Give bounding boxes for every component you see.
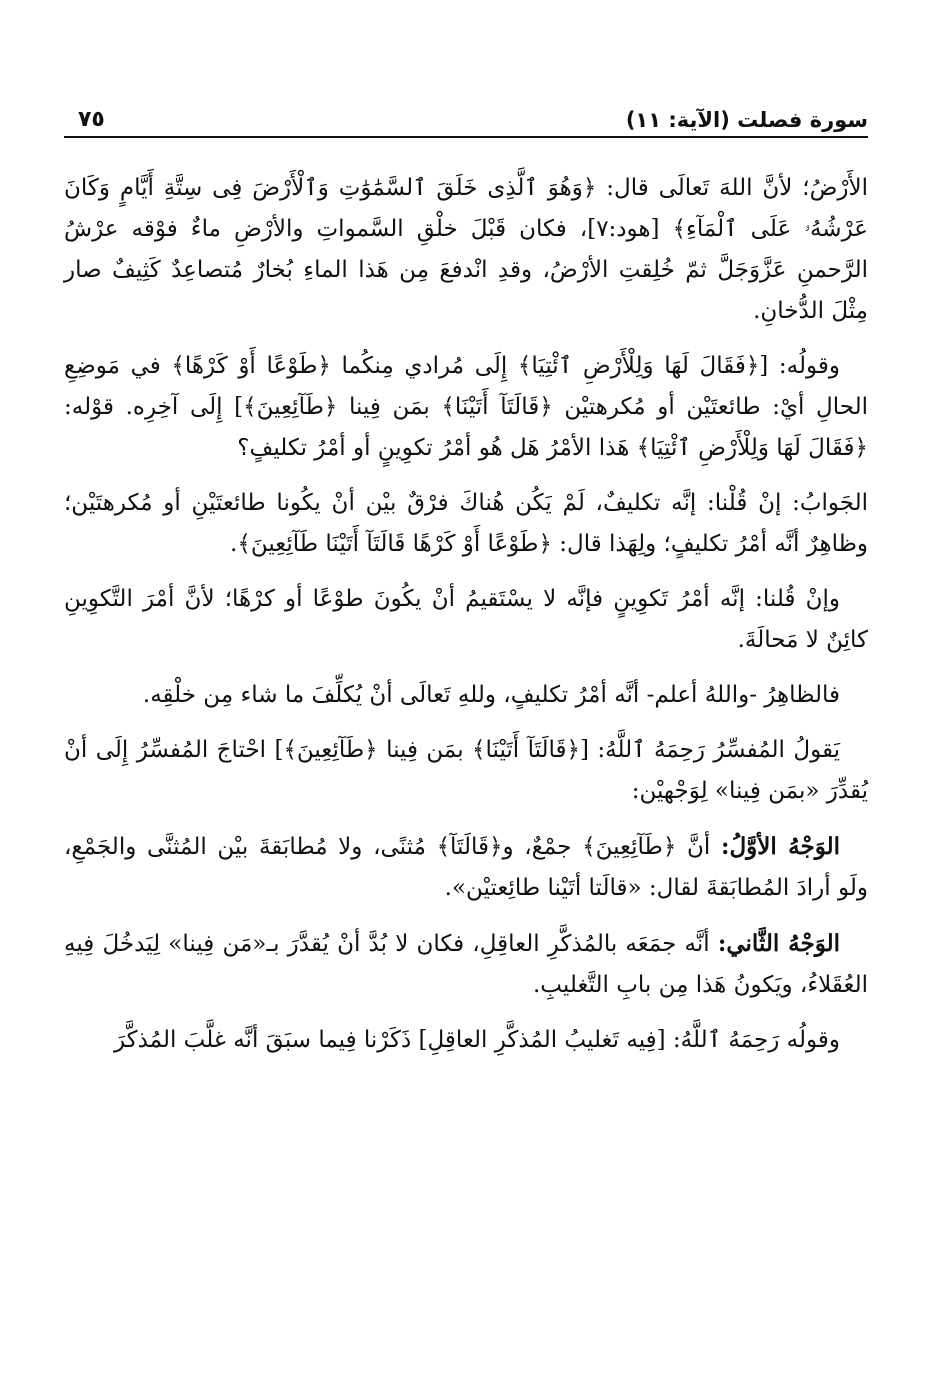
page-body [64, 168, 868, 1075]
paragraph: وقولُه رَحِمَهُ ٱللَّهُ: [فِيه تَغليبُ المُذكَّرِ العاقِلِ] ذَكَرْنا فِيما سبَقَ أنَّه غلَّبَ المُذكَّرَ [113, 1027, 840, 1053]
surah-heading: سورة فصلت (الآية: ١١) [625, 108, 868, 132]
page-number: ٧٥ [78, 107, 105, 132]
paragraph: الوَجْهُ الأوَّلُ: أنَّ ﴿طَآئِعِينَ﴾ جمْعٌ، و﴿قَالَتَآ﴾ مُثنًى، ولا مُطابَقةَ بيْن المُثنَّى والجَمْعِ، ولَو أرادَ المُطابَقةَ لقال: «قالَتا أتَيْنا طائِعتيْن». [64, 833, 868, 901]
paragraph: الأَرْضُ؛ لأنَّ اللهَ تَعالَى قال: ﴿وَهُوَ ٱلَّذِى خَلَقَ ٱلسَّمَٰوَٰتِ وَٱلْأَرْضَ فِى سِتَّةِ أَيَّامٍ وَكَانَ عَرْشُهُۥ عَلَى ٱلْمَآءِ﴾ [هود:٧]، فكان قَبْلَ خلْقِ السَّمواتِ والأرْضِ ماءٌ فوْقه عرْشُ الرَّحمنِ عَزَّوَجَلَّ ثمّ خُلِقتِ الأرْضُ، وقدِ انْدفعَ مِن هَذا الماءِ بُخارٌ مُتصاعِدٌ كَثِيفٌ صار مِثْلَ الدُّخانِ. [64, 175, 868, 324]
paragraph: يَقولُ المُفسِّرُ رَحِمَهُ ٱللَّهُ: [﴿قَالَتَآ أَتَيْنَا﴾ بمَن فِينا ﴿طَآئِعِينَ﴾] احْتاجَ المُفسِّرُ إِلَى أنْ يُقدِّرَ «بمَن فِينا» لِوَجْهيْن: [64, 737, 868, 804]
paragraph: فالظاهِرُ -واللهُ أعلم- أنَّه أمْرُ تكليفٍ، وللهِ تَعالَى أنْ يُكلِّفَ ما شاء مِن خلْقِه. [142, 682, 840, 708]
paragraph: وإنْ قُلنا: إنَّه أمْرُ تَكوِينٍ فإنَّه لا يسْتَقيمُ أنْ يكُونَ طوْعًا أو كرْهًا؛ لأنَّ أمْرَ التَّكوِينِ كائِنٌ لا مَحالَةَ. [64, 586, 868, 653]
paragraph: الجَوابُ: إنْ قُلْنا: إنَّه تكليفٌ، لَمْ يَكُن هُناكَ فرْقٌ بيْن أنْ يكُونا طائعتَيْنِ أو مُكرهتَيْن؛ وظاهِرٌ أنَّه أمْرُ تكليفٍ؛ ولِهَذا قال: ﴿طَوْعًا أَوْ كَرْهًا قَالَتَآ أَتَيْنَا طَآئِعِينَ﴾. [64, 490, 868, 557]
second-aspect-heading: الوَجْهُ الثَّاني: [717, 930, 840, 957]
paragraph: وقولُه: [﴿فَقَالَ لَهَا وَلِلْأَرْضِ ٱئْتِيَا﴾ إِلَى مُرادي مِنكُما ﴿طَوْعًا أَوْ كَرْهًا﴾ في مَوضِعِ الحالِ أيْ: طائعتَيْن أو مُكرهتيْن ﴿قَالَتَآ أَتَيْنَا﴾ بمَن فِينا ﴿طَآئِعِينَ﴾] إِلَى آخِرِه. قوْله: ﴿فَقَالَ لَهَا وَلِلْأَرْضِ ٱئْتِيَا﴾ هَذا الأمْرُ هَل هُو أمْرُ تكوِينٍ أو أمْرُ تكليفٍ؟ [64, 353, 868, 461]
paragraph: الوَجْهُ الثَّاني: أنَّه جمَعَه بالمُذكَّرِ العاقِلِ، فكان لا بُدَّ أنْ يُقدَّرَ بـ«مَن فِينا» لِيَدخُلَ فِيهِ العُقَلاءُ، ويَكونُ هَذا مِن بابِ التَّغليبِ. [64, 930, 868, 998]
running-header [64, 92, 868, 132]
first-aspect-heading: الوَجْهُ الأوَّلُ: [720, 833, 841, 860]
header-rule [64, 136, 868, 138]
